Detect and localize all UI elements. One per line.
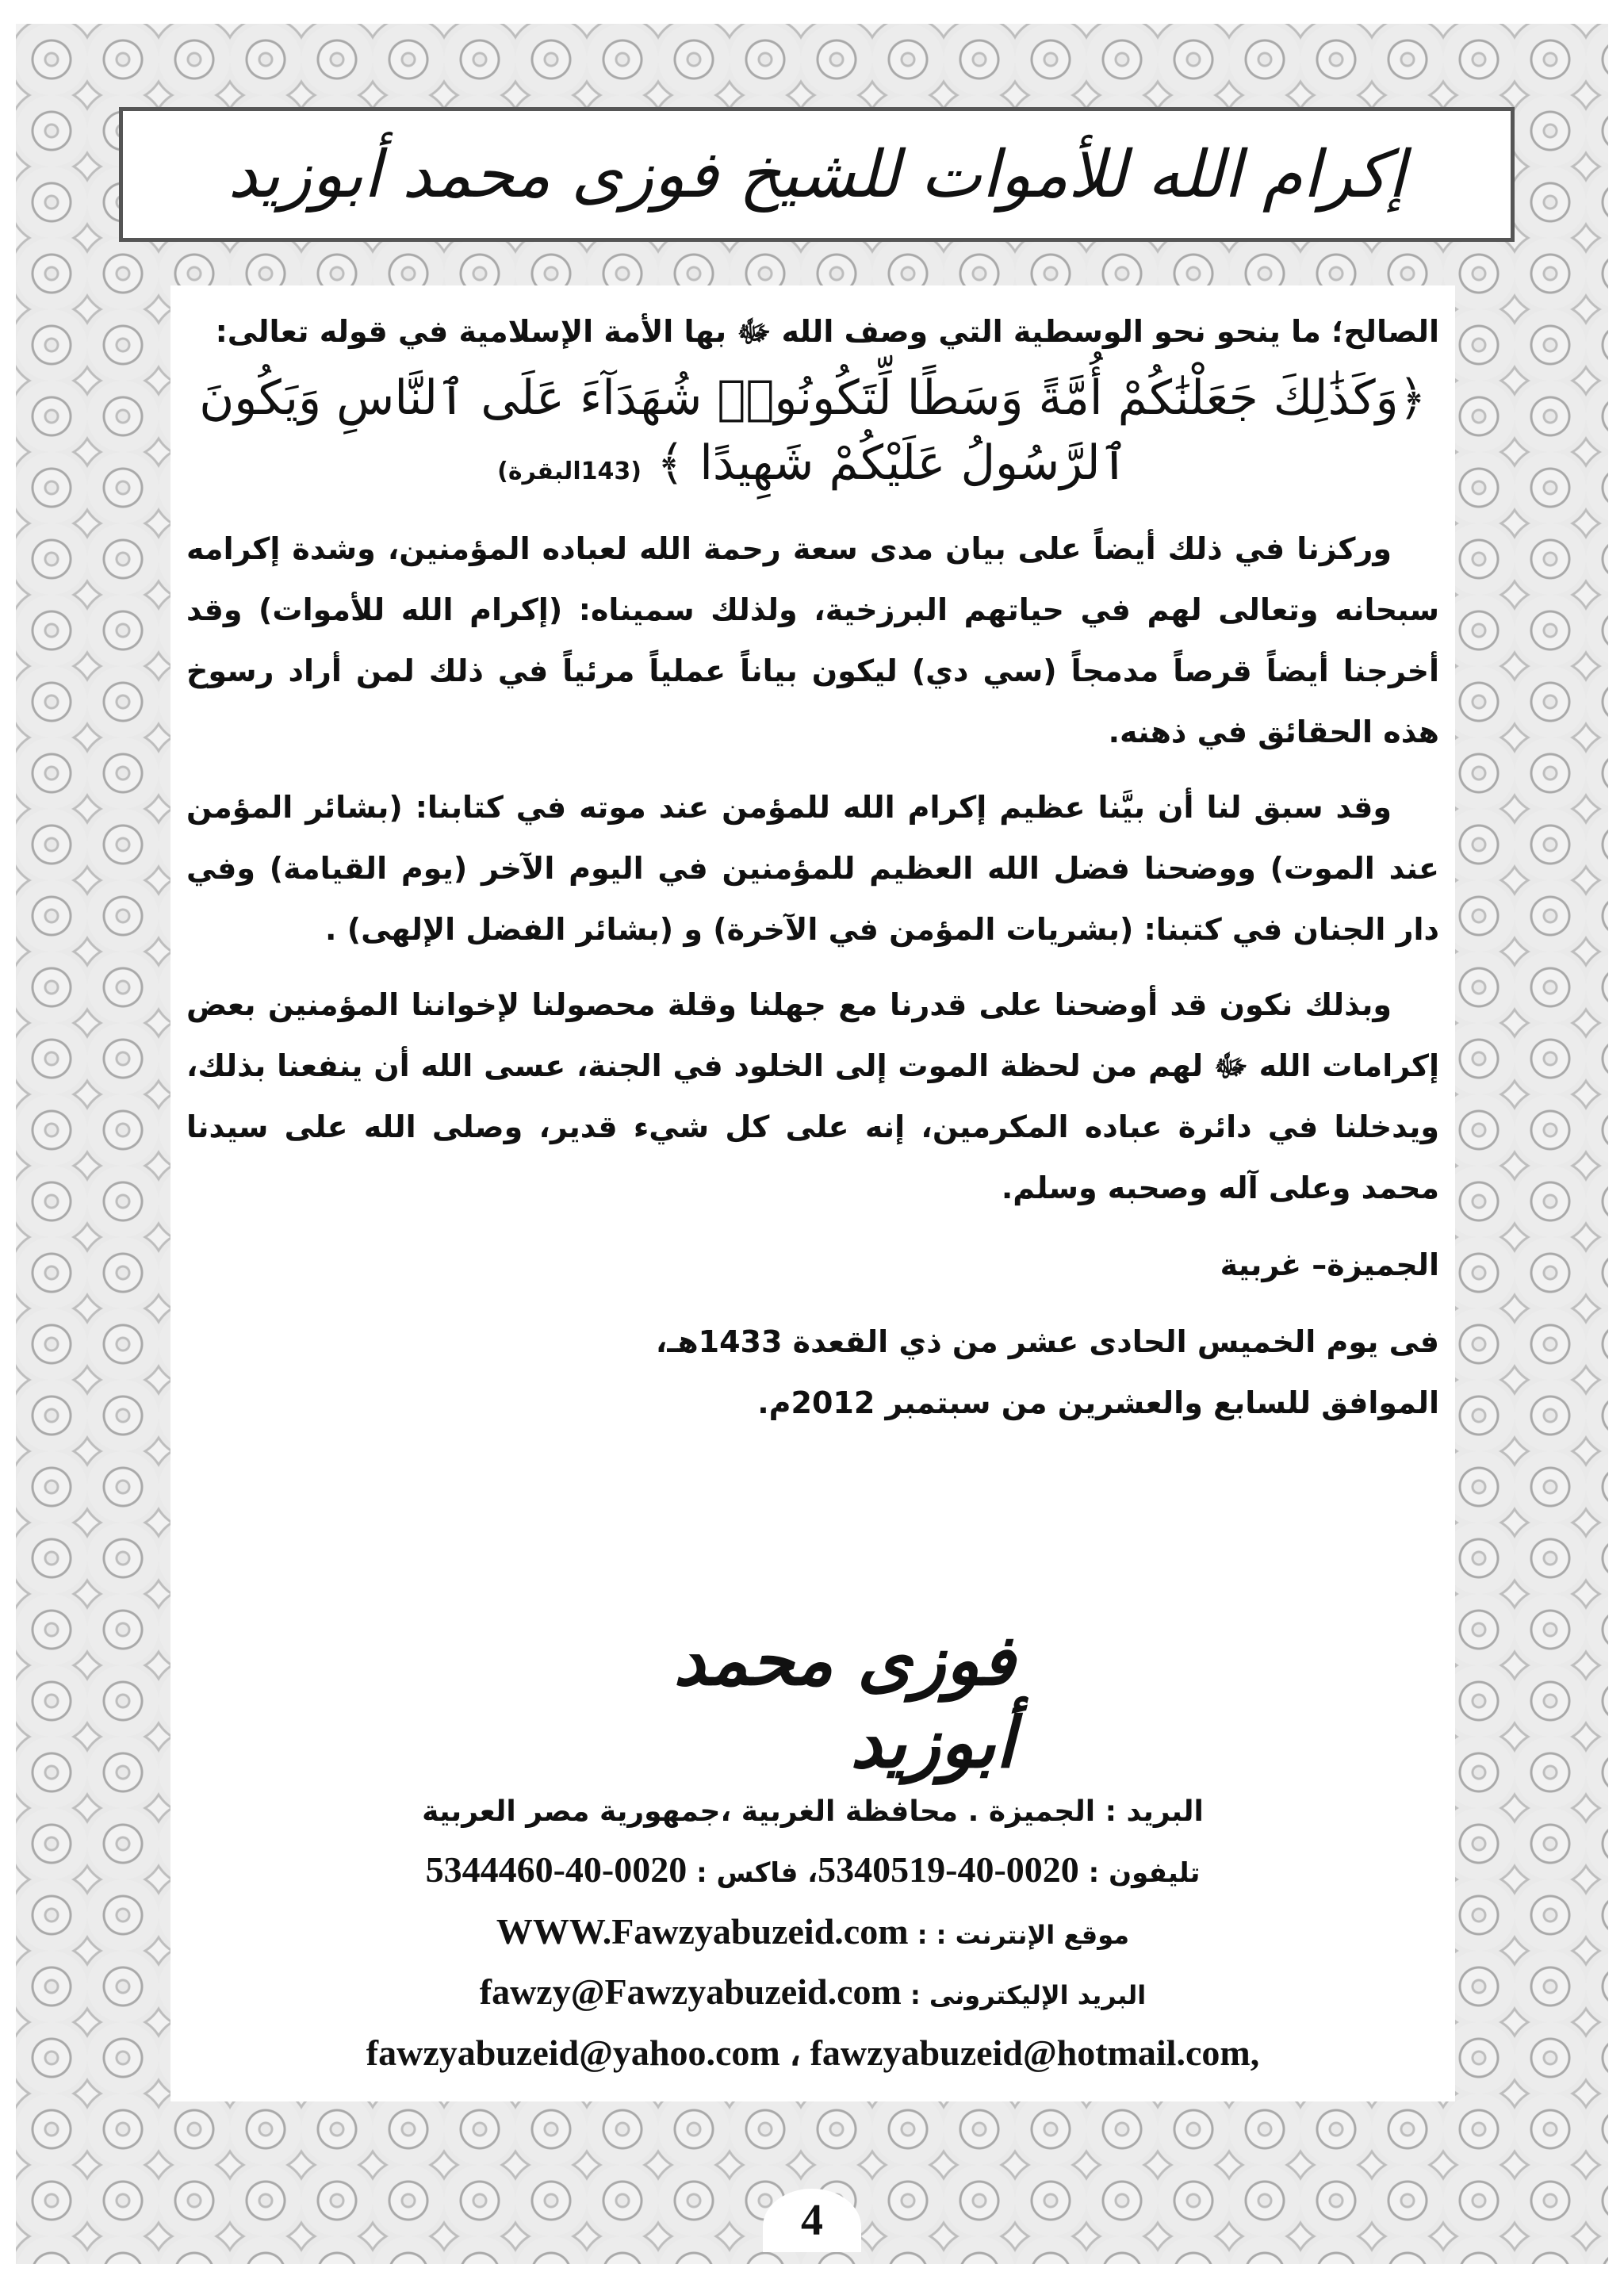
date-hijri: فى يوم الخميس الحادى عشر من ذي القعدة 1433هـ، <box>655 1324 1439 1359</box>
main-text <box>186 301 1439 1434</box>
date-gregorian: الموافق للسابع والعشرين من سبتمبر 2012م. <box>757 1385 1439 1420</box>
contact-info <box>186 1784 1439 2082</box>
fax-label: ، فاكس : <box>696 1857 818 1889</box>
place-line: الجميزة– غربية <box>1220 1247 1439 1282</box>
author-signature: فوزى محمد أبوزيد <box>673 1619 1015 1783</box>
website-link[interactable]: WWW.Fawzyabuzeid.com <box>496 1911 909 1952</box>
intro-text: الصالح؛ ما ينحو نحو الوسطية التي وصف الله ﷻ بها الأمة الإسلامية في قوله تعالى: <box>215 314 1439 349</box>
additional-emails[interactable]: fawzyabuzeid@yahoo.com ، fawzyabuzeid@hotmail.com, <box>366 2032 1260 2073</box>
fax-number: 0020-40-5344460 <box>425 1849 688 1890</box>
title-banner <box>119 107 1515 242</box>
email-label: البريد الإليكترونى : <box>910 1980 1147 2010</box>
website-label: موقع الإنترنت : : <box>917 1920 1130 1950</box>
phone-number: 0020-40-5340519 <box>818 1849 1079 1890</box>
phone-label: تليفون : <box>1088 1857 1201 1889</box>
page-number: 4 <box>763 2189 861 2252</box>
paragraph-2: وقد سبق لنا أن بيَّنا عظيم إكرام الله للمؤمن عند موته في كتابنا: (بشائر المؤمن عند الموت) ووضحنا فضل الله العظيم للمؤمنين في اليوم الآخر (يوم القيامة) وفي دار الجنان في كتبنا: (بشريات المؤمن في الآخرة) و (بشائر الفضل الإلهى) . <box>186 790 1439 947</box>
paragraph-1: وركزنا في ذلك أيضاً على بيان مدى سعة رحمة الله لعباده المؤمنين، وشدة إكرامه سبحانه وتعالى لهم في حياتهم البرزخية، ولذلك سميناه: (إكرام الله للأموات) وقد أخرجنا أيضاً قرصاً مدمجاً (سي دي) ليكون بياناً عملياً مرئياً في ذلك لمن أراد رسوخ هذه الحقائق في ذهنه. <box>186 531 1439 749</box>
paragraph-3: وبذلك نكون قد أوضحنا على قدرنا مع جهلنا وقلة محصولنا لإخواننا المؤمنين بعض إكرامات الله ﷻ لهم من لحظة الموت إلى الخلود في الجنة، عسى الله أن ينفعنا بذلك، ويدخلنا في دائرة عباده المكرمين، إنه على كل شيء قدير، وصلى الله على سيدنا محمد وعلى آله وصحبه وسلم. <box>186 987 1439 1205</box>
quran-verse <box>186 366 1439 504</box>
website-line <box>186 1903 1439 1963</box>
email-line <box>186 1963 1439 2024</box>
page-title: إكرام الله للأموات للشيخ فوزى محمد أبوزيد <box>228 136 1406 213</box>
email-link[interactable]: fawzy@Fawzyabuzeid.com <box>479 1971 902 2012</box>
date-block <box>186 1312 1439 1434</box>
verse-reference: (143البقرة) <box>497 458 642 485</box>
phone-line <box>186 1840 1439 1903</box>
verse-text: ﴿وَكَذَٰلِكَ جَعَلْنَٰكُمْ أُمَّةً وَسَطًا لِّتَكُونُوا۟ شُهَدَآءَ عَلَى ٱلنَّاسِ وَيَكُونَ ٱلرَّسُولُ عَلَيْكُمْ شَهِيدًا ﴾ <box>199 370 1427 491</box>
postal-address: البريد : الجميزة . محافظة الغربية ،جمهورية مصر العربية <box>422 1795 1204 1828</box>
